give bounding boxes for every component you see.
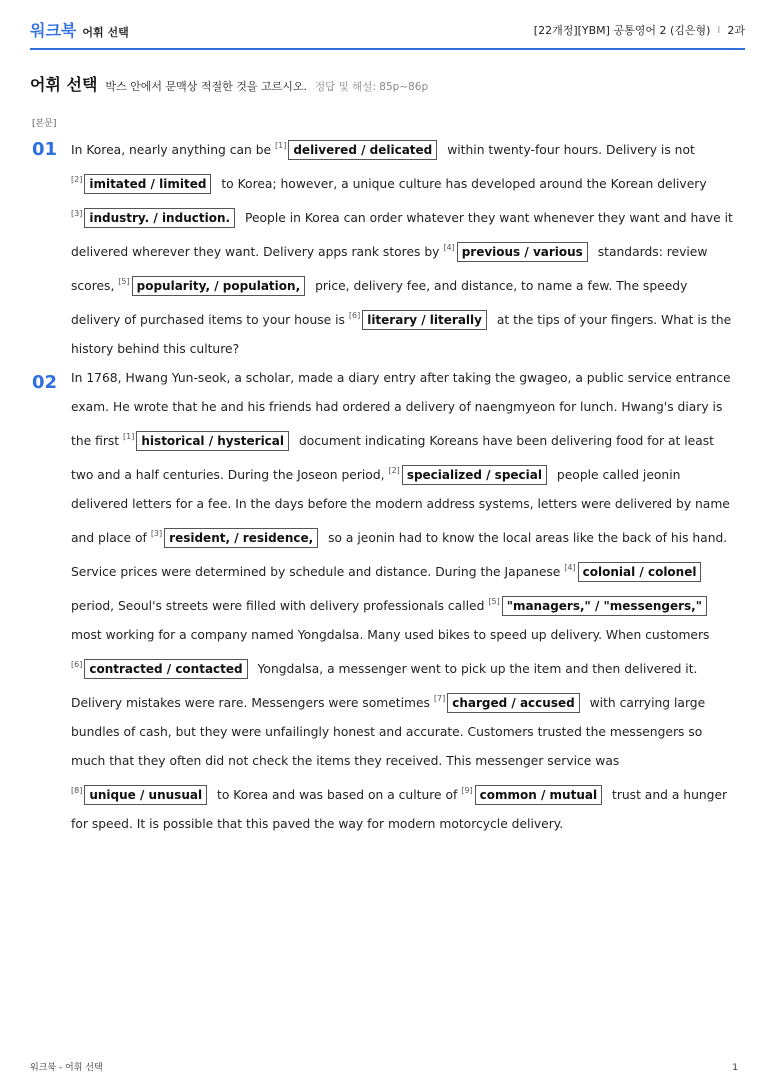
- blank-4: [564, 565, 707, 579]
- page-header: [30, 18, 745, 50]
- passage-text: [67, 364, 736, 839]
- blank-number: [4]: [443, 243, 455, 252]
- blank-number: [5]: [118, 277, 130, 286]
- choice-box[interactable]: imitated / limited: [84, 174, 211, 194]
- text-segment: people called jeonin delivered letters for a fee. In the days before the modern address systems, letters were delivered by name and place of: [71, 468, 730, 545]
- blank-5: [118, 279, 311, 293]
- lesson-label: 2과: [727, 24, 745, 37]
- blank-3: [151, 531, 324, 545]
- answer-reference: 정답 및 해설: 85p~86p: [315, 81, 429, 93]
- choice-box[interactable]: industry. / induction.: [84, 208, 235, 228]
- blank-9: [461, 788, 608, 802]
- choice-box[interactable]: "managers," / "messengers,": [502, 596, 707, 616]
- choice-box[interactable]: historical / hysterical: [136, 431, 289, 451]
- text-segment: Yongdalsa, a messenger went to pick up the item and then delivered it. Delivery mistakes were rare. Messengers were sometimes: [71, 662, 698, 710]
- brand: [30, 18, 129, 41]
- blank-number: [6]: [348, 311, 361, 320]
- passage-text: [67, 131, 736, 364]
- brand-name: 워크북: [30, 21, 77, 40]
- brand-subtitle: 어휘 선택: [82, 26, 129, 39]
- blank-number: [2]: [388, 466, 400, 475]
- blank-number: [3]: [150, 529, 163, 538]
- course-title: [22개정][YBM] 공통영어 2 (김은형): [533, 24, 711, 37]
- choice-box[interactable]: resident, / residence,: [164, 528, 318, 548]
- blank-7: [434, 696, 586, 710]
- choice-box[interactable]: colonial / colonel: [578, 562, 702, 582]
- page-number: 1: [732, 1063, 738, 1073]
- blank-number: [8]: [71, 786, 83, 795]
- blank-number: [5]: [488, 597, 500, 606]
- text-label: [본문]: [32, 119, 57, 129]
- passage-02: [30, 364, 736, 839]
- choice-box[interactable]: previous / various: [457, 242, 588, 262]
- text-segment: period, Seoul's streets were filled with delivery professionals called: [71, 599, 485, 613]
- choice-box[interactable]: charged / accused: [447, 693, 579, 713]
- blank-number: [7]: [433, 694, 446, 703]
- passage-01: [30, 131, 736, 364]
- text-segment: trust and a hunger for speed. It is possible that this paved the way for modern motorcycle delivery.: [71, 788, 728, 831]
- text-segment: within twenty-four hours. Delivery is not: [447, 143, 695, 157]
- text-segment: In 1768, Hwang Yun-seok, a scholar, made a diary entry after taking the gwageo, a public service entrance exam. He wrote that he and his friends had ordered a delivery of naengmyeon for lunch. Hwang's diary is the first: [71, 371, 731, 448]
- blank-number: [4]: [564, 563, 576, 572]
- section-instruction: 박스 안에서 문맥상 적절한 것을 고르시오.: [105, 80, 308, 93]
- separator: I: [717, 24, 721, 36]
- blank-1: [123, 434, 295, 448]
- text-segment: to Korea and was based on a culture of: [217, 788, 458, 802]
- passage-number: 02: [32, 372, 58, 393]
- blank-number: [6]: [71, 660, 83, 669]
- text-segment: most working for a company named Yongdalsa. Many used bikes to speed up delivery. When customers: [71, 628, 710, 642]
- blank-number: [1]: [275, 141, 287, 150]
- text-segment: standards: review scores,: [71, 245, 708, 293]
- text-segment: to Korea; however, a unique culture has developed around the Korean delivery: [221, 177, 707, 191]
- blank-3: [71, 211, 241, 225]
- choice-box[interactable]: delivered / delicated: [288, 140, 437, 160]
- text-segment: price, delivery fee, and distance, to name a few. The speedy delivery of purchased items to your house is: [71, 279, 688, 327]
- choice-box[interactable]: popularity, / population,: [132, 276, 306, 296]
- blank-number: [3]: [71, 209, 83, 218]
- blank-1: [275, 143, 443, 157]
- section-title-row: [30, 72, 428, 95]
- blank-2: [71, 177, 217, 191]
- text-segment: so a jeonin had to know the local areas like the back of his hand. Service prices were determined by schedule and distance. During the Japanese: [71, 531, 728, 579]
- passage-number: 01: [32, 139, 58, 160]
- text-segment: In Korea, nearly anything can be: [71, 143, 272, 157]
- choice-box[interactable]: literary / literally: [362, 310, 487, 330]
- text-segment: People in Korea can order whatever they want whenever they want and have it delivered wherever they want. Delivery apps rank stores by: [71, 211, 733, 259]
- blank-6: [71, 662, 254, 676]
- text-segment: document indicating Koreans have been delivering food for at least two and a half centuries. During the Joseon period,: [71, 434, 714, 482]
- footer-title: 워크북 - 어휘 선택: [30, 1063, 103, 1073]
- text-segment: at the tips of your fingers. What is the history behind this culture?: [71, 313, 732, 356]
- blank-4: [443, 245, 593, 259]
- choice-box[interactable]: contracted / contacted: [84, 659, 247, 679]
- choice-box[interactable]: unique / unusual: [84, 785, 207, 805]
- choice-box[interactable]: specialized / special: [402, 465, 547, 485]
- blank-8: [71, 788, 213, 802]
- section-title: 어휘 선택: [30, 75, 98, 94]
- choice-box[interactable]: common / mutual: [475, 785, 602, 805]
- blank-number: [1]: [123, 432, 135, 441]
- blank-2: [388, 468, 553, 482]
- blank-5: [488, 599, 713, 613]
- blank-number: [2]: [71, 175, 83, 184]
- course-info: [534, 18, 745, 38]
- text-segment: with carrying large bundles of cash, but they were unfailingly honest and accurate. Customers trusted the messengers so much that they often did not check the items they received. This messenger service was: [71, 696, 706, 768]
- blank-number: [9]: [461, 786, 473, 795]
- blank-6: [349, 313, 493, 327]
